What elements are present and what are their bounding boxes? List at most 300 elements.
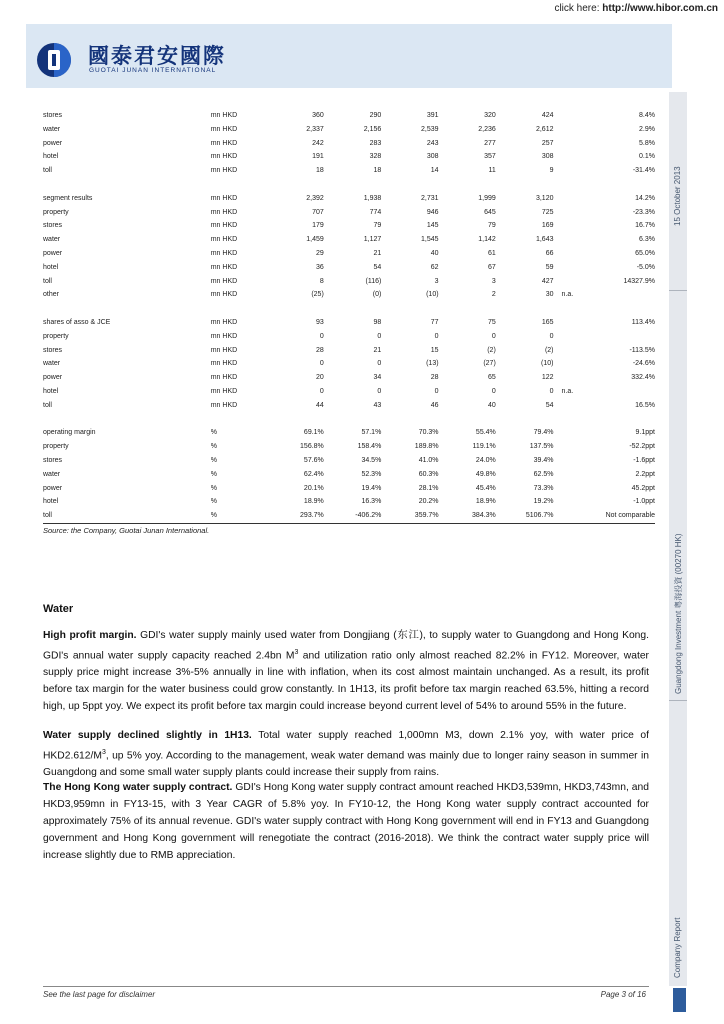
value-cell: 18 xyxy=(373,167,382,175)
paragraph-lead: Water supply declined slightly in 1H13. xyxy=(43,730,252,741)
note-cell xyxy=(554,468,597,482)
value-cell: 43 xyxy=(373,401,382,409)
change-cell: 65.0% xyxy=(635,249,655,257)
row-label: property xyxy=(43,332,69,340)
value-cell: 52.3% xyxy=(361,470,382,478)
change-cell: 332.4% xyxy=(631,374,655,382)
value-cell: 18.9% xyxy=(475,498,496,506)
footer-disclaimer: See the last page for disclaimer xyxy=(43,990,156,999)
row-label: toll xyxy=(43,401,52,409)
value-cell: 1,545 xyxy=(421,236,439,244)
value-cell: 39.4% xyxy=(533,456,554,464)
value-cell: 122 xyxy=(541,374,554,382)
unit-cell: % xyxy=(210,498,217,506)
value-cell: 1,459 xyxy=(306,236,324,244)
change-cell: 6.3% xyxy=(639,236,655,244)
unit-cell: mn HKD xyxy=(210,277,238,285)
value-cell: 2,156 xyxy=(363,125,382,133)
note-cell xyxy=(554,357,597,371)
change-cell: -1.0ppt xyxy=(633,498,655,506)
value-cell: 20.2% xyxy=(418,498,439,506)
unit-cell: mn HKD xyxy=(210,167,238,175)
value-cell: 645 xyxy=(484,208,496,216)
table-row xyxy=(43,219,655,233)
row-label: hotel xyxy=(43,498,59,506)
value-cell: 28 xyxy=(315,346,324,354)
table-row xyxy=(43,426,655,440)
unit-cell: mn HKD xyxy=(210,291,238,299)
value-cell: 19.2% xyxy=(533,498,554,506)
value-cell: 60.3% xyxy=(418,470,439,478)
value-cell: 93 xyxy=(315,318,324,326)
row-label: power xyxy=(43,484,63,492)
value-cell: 28.1% xyxy=(418,484,439,492)
value-cell: 79.4% xyxy=(533,429,554,437)
value-cell: 179 xyxy=(312,222,324,230)
logo-english-name: GUOTAI JUNAN INTERNATIONAL xyxy=(89,67,217,74)
click-here-banner[interactable] xyxy=(554,3,718,14)
value-cell: 55.4% xyxy=(475,429,496,437)
value-cell: 320 xyxy=(484,112,496,119)
value-cell: 5106.7% xyxy=(496,509,554,523)
table-row xyxy=(43,247,655,261)
value-cell: 308 xyxy=(541,153,554,161)
row-label: toll xyxy=(43,277,52,285)
change-cell: 2.9% xyxy=(639,125,655,133)
sidebar-report-type: Company Report xyxy=(673,917,682,978)
note-cell xyxy=(554,495,597,509)
value-cell: 9 xyxy=(549,167,554,175)
value-cell: 73.3% xyxy=(533,484,554,492)
row-label: property xyxy=(43,208,69,216)
value-cell: 19.4% xyxy=(361,484,382,492)
value-cell: 725 xyxy=(541,208,554,216)
note-cell xyxy=(554,316,597,330)
value-cell: 0 xyxy=(549,387,554,395)
note-cell xyxy=(554,219,597,233)
row-label: water xyxy=(43,236,61,244)
change-cell: 14327.9% xyxy=(623,277,655,285)
row-label: hotel xyxy=(43,387,59,395)
value-cell: 242 xyxy=(312,139,324,147)
unit-cell: mn HKD xyxy=(210,360,238,368)
change-cell: -113.5% xyxy=(629,346,655,354)
unit-cell: mn HKD xyxy=(210,139,238,147)
value-cell: 774 xyxy=(369,208,382,216)
table-row xyxy=(43,440,655,454)
row-label: toll xyxy=(43,509,183,523)
row-label: power xyxy=(43,374,63,382)
table-row xyxy=(43,206,655,220)
table-row xyxy=(43,371,655,385)
value-cell: 0 xyxy=(549,332,554,340)
value-cell: 61 xyxy=(487,249,496,257)
unit-cell: mn HKD xyxy=(210,263,238,271)
value-cell: 158.4% xyxy=(357,443,382,451)
note-cell xyxy=(554,247,597,261)
unit-cell: mn HKD xyxy=(210,318,238,326)
unit-cell: % xyxy=(210,484,217,492)
value-cell: 0 xyxy=(377,360,382,368)
change-cell: -31.4% xyxy=(632,167,655,175)
unit-cell: mn HKD xyxy=(210,153,238,161)
value-cell: 8 xyxy=(319,277,324,285)
unit-cell: % xyxy=(210,456,217,464)
value-cell: 290 xyxy=(369,112,382,119)
value-cell: 15 xyxy=(430,346,439,354)
row-label: stores xyxy=(43,112,63,119)
change-cell: 16.7% xyxy=(635,222,655,230)
row-label: power xyxy=(43,139,63,147)
value-cell: 3,120 xyxy=(535,194,554,202)
value-cell: (116) xyxy=(365,277,382,285)
row-label: water xyxy=(43,470,61,478)
change-cell: 16.5% xyxy=(635,401,655,409)
value-cell: 54 xyxy=(545,401,554,409)
value-cell: 11 xyxy=(488,167,496,175)
value-cell: 1,643 xyxy=(535,236,554,244)
note-cell xyxy=(554,206,597,220)
value-cell: 62.4% xyxy=(303,470,324,478)
unit-cell: % xyxy=(210,443,217,451)
change-cell: 0.1% xyxy=(639,153,655,161)
value-cell: 34 xyxy=(373,374,382,382)
value-cell: 29 xyxy=(315,249,324,257)
table-row xyxy=(43,344,655,358)
value-cell: 1,999 xyxy=(478,194,496,202)
table-source: Source: the Company, Guotai Junan International. xyxy=(43,526,210,535)
value-cell: (27) xyxy=(483,360,496,368)
table-row xyxy=(43,261,655,275)
value-cell: 70.3% xyxy=(418,429,439,437)
value-cell: (2) xyxy=(487,346,496,354)
unit-cell: mn HKD xyxy=(210,332,238,340)
value-cell: 283 xyxy=(369,139,382,147)
table-row xyxy=(43,495,655,509)
table-row xyxy=(43,164,655,178)
value-cell: 0 xyxy=(319,332,324,340)
table-row xyxy=(43,275,655,289)
value-cell: 67 xyxy=(487,263,496,271)
value-cell: 257 xyxy=(541,139,554,147)
change-cell: 5.8% xyxy=(639,139,655,147)
change-cell: 2.2ppt xyxy=(635,470,655,478)
value-cell: 21 xyxy=(373,249,382,257)
note-cell xyxy=(554,150,597,164)
value-cell: 169 xyxy=(541,222,554,230)
unit-cell: mn HKD xyxy=(210,236,238,244)
value-cell: 243 xyxy=(426,139,439,147)
value-cell: -406.2% xyxy=(324,509,382,523)
note-cell xyxy=(554,330,597,344)
note-cell xyxy=(554,399,597,413)
change-cell: -5.0% xyxy=(636,263,655,271)
row-label: property xyxy=(43,443,69,451)
table-row xyxy=(43,482,655,496)
value-cell: 20.1% xyxy=(303,484,324,492)
value-cell: 21 xyxy=(373,346,382,354)
value-cell: 0 xyxy=(319,360,324,368)
value-cell: 46 xyxy=(430,401,439,409)
sidebar-date: 15 October 2013 xyxy=(673,166,682,226)
note-cell xyxy=(554,371,597,385)
unit-cell: % xyxy=(210,470,217,478)
change-cell: -24.6% xyxy=(632,360,655,368)
unit-cell: mn HKD xyxy=(210,194,238,202)
table-row xyxy=(43,468,655,482)
value-cell: 357 xyxy=(484,153,496,161)
hibor-link[interactable]: http://www.hibor.com.cn xyxy=(602,3,718,14)
value-cell: 79 xyxy=(487,222,496,230)
value-cell: 41.0% xyxy=(418,456,439,464)
value-cell: 707 xyxy=(312,208,324,216)
value-cell: 1,938 xyxy=(363,194,382,202)
row-label: toll xyxy=(43,167,52,175)
value-cell: 18 xyxy=(315,167,324,175)
value-cell: 66 xyxy=(545,249,554,257)
row-label: hotel xyxy=(43,263,59,271)
value-cell: 277 xyxy=(484,139,496,147)
value-cell: 0 xyxy=(319,387,324,395)
unit-cell: mn HKD xyxy=(210,208,238,216)
value-cell: 69.1% xyxy=(303,429,324,437)
value-cell: 0 xyxy=(434,387,439,395)
row-label: water xyxy=(43,360,61,368)
value-cell: 45.4% xyxy=(475,484,496,492)
row-label: segment results xyxy=(43,194,93,202)
sidebar-divider xyxy=(669,700,687,701)
value-cell: 2,392 xyxy=(306,194,324,202)
value-cell: 308 xyxy=(426,153,439,161)
unit-cell: mn HKD xyxy=(210,387,238,395)
unit-cell: % xyxy=(210,429,217,437)
table-spacer-row xyxy=(43,178,655,192)
unit-cell: mn HKD xyxy=(210,346,238,354)
value-cell: 384.3% xyxy=(439,509,496,523)
paragraph-lead: High profit margin. xyxy=(43,630,137,641)
company-logo xyxy=(36,40,246,80)
logo-mark-icon xyxy=(36,42,72,78)
row-label: power xyxy=(43,249,63,257)
table-row xyxy=(43,288,655,302)
value-cell: 189.8% xyxy=(414,443,439,451)
table-row xyxy=(43,399,655,413)
table-spacer-row xyxy=(43,302,655,316)
row-label: operating margin xyxy=(43,429,96,437)
table-row xyxy=(43,192,655,206)
table-row xyxy=(43,357,655,371)
note-cell xyxy=(554,192,597,206)
value-cell: 191 xyxy=(312,153,324,161)
row-label: stores xyxy=(43,456,63,464)
table-row xyxy=(43,509,655,523)
value-cell: 2,731 xyxy=(421,194,439,202)
value-cell: 18.9% xyxy=(303,498,324,506)
value-cell: (25) xyxy=(311,291,324,299)
value-cell: 3 xyxy=(434,277,439,285)
table-row xyxy=(43,316,655,330)
table-spacer-row xyxy=(43,413,655,427)
change-cell xyxy=(596,288,655,302)
value-cell: 2,612 xyxy=(535,125,554,133)
change-cell xyxy=(596,385,655,399)
value-cell: 77 xyxy=(430,318,439,326)
paragraph-text: Total water supply reached 1,000mn M3, down 2.1% yoy, with water price of HKD2.612/M xyxy=(43,730,649,762)
value-cell: 3 xyxy=(491,277,496,285)
change-cell: -1.6ppt xyxy=(633,456,655,464)
value-cell: 145 xyxy=(426,222,439,230)
note-cell: n.a. xyxy=(561,291,574,299)
value-cell: 1,127 xyxy=(363,236,382,244)
value-cell: 946 xyxy=(426,208,439,216)
table-row xyxy=(43,137,655,151)
note-cell xyxy=(554,454,597,468)
value-cell: 359.7% xyxy=(381,509,438,523)
value-cell: 137.5% xyxy=(529,443,554,451)
value-cell: 0 xyxy=(491,387,496,395)
value-cell: 20 xyxy=(315,374,324,382)
row-label: stores xyxy=(43,346,63,354)
footer-page-number: Page 3 of 16 xyxy=(600,990,646,999)
value-cell: 16.3% xyxy=(361,498,382,506)
change-cell: -52.2ppt xyxy=(629,443,655,451)
value-cell: 40 xyxy=(487,401,496,409)
change-cell xyxy=(596,330,655,344)
value-cell: 0 xyxy=(491,332,496,340)
table-row xyxy=(43,454,655,468)
change-cell: Not comparable xyxy=(596,509,655,523)
value-cell: (13) xyxy=(426,360,439,368)
value-cell: 1,142 xyxy=(478,236,496,244)
table-row xyxy=(43,109,655,123)
logo-chinese-name: 國泰君安國際 xyxy=(88,44,226,68)
value-cell: 156.8% xyxy=(300,443,324,451)
paragraph-high-profit-margin xyxy=(43,627,649,715)
value-cell: 427 xyxy=(541,277,554,285)
note-cell xyxy=(554,123,597,137)
value-cell: 30 xyxy=(545,291,554,299)
value-cell: 62 xyxy=(430,263,439,271)
paragraph-text: , up 5% yoy. According to the management, weak water demand was mainly due to longer rainy season in summer in Guangdong and some small water supply plants could increase their supply from rains. xyxy=(43,750,649,779)
note-cell xyxy=(554,233,597,247)
value-cell: 44 xyxy=(315,401,324,409)
note-cell xyxy=(554,164,597,178)
value-cell: (2) xyxy=(544,346,554,354)
value-cell: 360 xyxy=(312,112,324,119)
note-cell xyxy=(554,261,597,275)
change-cell: -23.3% xyxy=(632,208,655,216)
unit-cell: mn HKD xyxy=(210,112,238,119)
superscript: 3 xyxy=(101,749,106,756)
value-cell: (10) xyxy=(541,360,554,368)
row-label: stores xyxy=(43,222,63,230)
note-cell xyxy=(554,426,597,440)
click-here-label: click here: xyxy=(554,3,600,14)
unit-cell: mn HKD xyxy=(210,222,238,230)
note-cell xyxy=(554,509,597,523)
table-row xyxy=(43,123,655,137)
value-cell: 36 xyxy=(315,263,324,271)
paragraph-text: GDI's water supply mainly used water from Dongjiang (东江), to supply water to Guangdong and Hong Kong. GDI's annual water supply capacity reached 2.4bn M xyxy=(43,630,649,662)
paragraph-lead: The Hong Kong water supply contract. xyxy=(43,782,233,793)
value-cell: 65 xyxy=(487,374,496,382)
row-label: hotel xyxy=(43,153,59,161)
value-cell: 62.5% xyxy=(533,470,554,478)
section-title: Water xyxy=(43,603,74,615)
footer-divider xyxy=(43,986,649,987)
superscript: 3 xyxy=(294,649,299,656)
table-row xyxy=(43,385,655,399)
unit-cell: mn HKD xyxy=(210,125,238,133)
table-row xyxy=(43,233,655,247)
value-cell: 2 xyxy=(491,291,496,299)
change-cell: 14.2% xyxy=(635,194,655,202)
table-row xyxy=(43,330,655,344)
table-row xyxy=(43,150,655,164)
note-cell xyxy=(554,482,597,496)
value-cell: 40 xyxy=(430,249,439,257)
value-cell: 0 xyxy=(377,332,382,340)
value-cell: 34.5% xyxy=(361,456,382,464)
financial-segment-table xyxy=(43,109,655,524)
value-cell: 98 xyxy=(373,318,382,326)
paragraph-text: and utilization ratio only almost reached 82.2% in FY12. Moreover, water supply price might increase 3%-5% annually in line with inflation, when its cost almost maintain unchanged. As a result, its profit before tax margin for the water business could grow constantly. In 1H13, its profit before tax margin reached 63.5%, hitting a record high, up 5ppt yoy. We expect its profit before tax margin could increase beyond current level of 54% to around 55% in the future. xyxy=(43,650,649,713)
paragraph-water-supply-declined xyxy=(43,727,649,781)
unit-cell: mn HKD xyxy=(210,401,238,409)
change-cell: 9.1ppt xyxy=(635,429,655,437)
value-cell: 59 xyxy=(545,263,554,271)
value-cell: 2,539 xyxy=(421,125,439,133)
unit-cell: mn HKD xyxy=(210,374,238,382)
note-cell xyxy=(554,275,597,289)
value-cell: 14 xyxy=(430,167,439,175)
value-cell: 57.6% xyxy=(303,456,324,464)
value-cell: 119.1% xyxy=(472,443,496,451)
value-cell: 328 xyxy=(369,153,382,161)
row-label: other xyxy=(43,291,59,299)
paragraph-hk-water-contract xyxy=(43,779,649,864)
value-cell: 57.1% xyxy=(361,429,382,437)
value-cell: 75 xyxy=(487,318,496,326)
value-cell: 28 xyxy=(430,374,439,382)
value-cell: 54 xyxy=(373,263,382,271)
note-cell: n.a. xyxy=(561,387,574,395)
note-cell xyxy=(554,109,597,123)
value-cell: 79 xyxy=(373,222,382,230)
note-cell xyxy=(554,344,597,358)
value-cell: 2,337 xyxy=(306,125,324,133)
value-cell: 49.8% xyxy=(475,470,496,478)
value-cell: (10) xyxy=(426,291,439,299)
value-cell: 391 xyxy=(426,112,439,119)
sidebar-company: Guangdong Investment 粵海投資 (00270 HK) xyxy=(674,533,683,694)
row-label: shares of asso & JCE xyxy=(43,318,111,326)
note-cell xyxy=(554,440,597,454)
value-cell: 24.0% xyxy=(475,456,496,464)
note-cell xyxy=(554,137,597,151)
value-cell: 424 xyxy=(541,112,554,119)
value-cell: 0 xyxy=(377,387,382,395)
change-cell: 113.4% xyxy=(631,318,655,326)
unit-cell: mn HKD xyxy=(210,249,238,257)
value-cell: 293.7% xyxy=(267,509,324,523)
value-cell: 0 xyxy=(434,332,439,340)
change-cell: 45.2ppt xyxy=(631,484,655,492)
unit-cell: % xyxy=(183,509,267,523)
change-cell: 8.4% xyxy=(639,112,655,119)
value-cell: 2,236 xyxy=(478,125,496,133)
paragraph-text: GDI's Hong Kong water supply contract amount reached HKD3,539mn, HKD3,743mn, and HKD3,959mn in FY13-15, with 3 Year CAGR of 5.8% yoy. In FY10-12, the Hong Kong water supply contract accounted for approximately 75% of its annual revenue. GDI's water supply contract with Hong Kong government will end in FY13 and Guangdong government and Hong Kong government will renegotiate the contract (2016-2018). We think the contract water supply price will increase slightly due to RMB appreciation. xyxy=(43,782,649,861)
